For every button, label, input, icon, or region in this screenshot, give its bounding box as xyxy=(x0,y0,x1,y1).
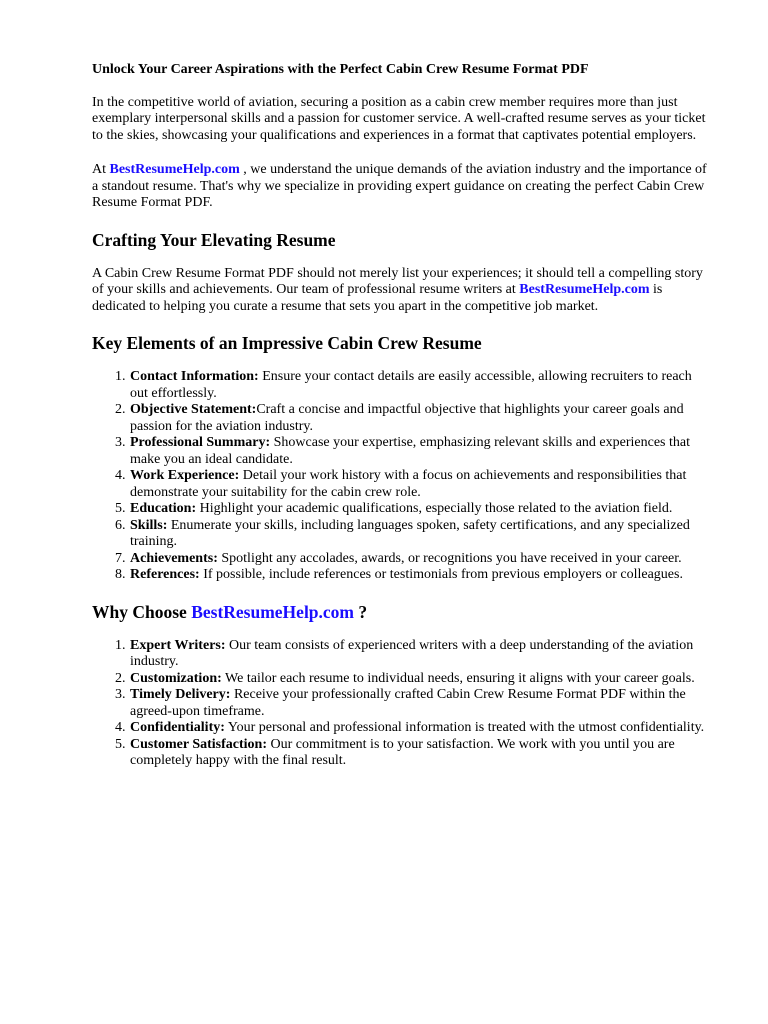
list-item-text: Our team consists of experienced writers with a deep understanding of the aviation industry. xyxy=(130,637,694,669)
list-item-term: Work Experience: xyxy=(130,468,240,483)
list-item-term: Customer Satisfaction: xyxy=(130,736,268,752)
why-choose-suffix: ? xyxy=(354,601,368,622)
list-item-term: Education: xyxy=(130,501,197,516)
list-item-term: References: xyxy=(130,567,200,582)
list-item-text: Detail your work history with a focus on achievements and responsibilities that demonstrate your suitability for the cabin crew role. xyxy=(130,468,687,500)
list-item-text: Receive your professionally crafted Cabin Crew Resume Format PDF within the agreed-upon timeframe. xyxy=(130,687,686,719)
list-item-text: Our commitment is to your satisfaction. We work with you until you are completely happy with the final result. xyxy=(130,736,675,768)
list-item xyxy=(129,435,708,468)
list-item-term: Achievements: xyxy=(130,550,218,566)
list-item-text: If possible, include references or testimonials from previous employers or colleagues. xyxy=(199,567,683,582)
list-item-term: Confidentiality: xyxy=(130,720,225,735)
list-item-term: Skills: xyxy=(130,517,168,533)
why-choose-list xyxy=(92,638,708,770)
key-elements-list xyxy=(92,369,708,584)
list-item xyxy=(129,671,708,688)
list-item xyxy=(129,720,708,737)
list-item-text: Ensure your contact details are easily accessible, allowing recruiters to reach out effortlessly. xyxy=(130,369,692,401)
about-suffix: , we understand the unique demands of the aviation industry and the importance of a standout resume. That's why we specialize in providing expert guidance on creating the perfect Cabin Crew Resume Format PDF. xyxy=(92,162,707,210)
section-heading-why-choose xyxy=(92,602,708,622)
bestresumehelp-link[interactable]: BestResumeHelp.com xyxy=(191,601,355,622)
bestresumehelp-link[interactable]: BestResumeHelp.com xyxy=(109,162,240,177)
list-item-text: We tailor each resume to individual needs, ensuring it aligns with your career goals. xyxy=(221,670,695,686)
bestresumehelp-link[interactable]: BestResumeHelp.com xyxy=(519,282,650,297)
list-item xyxy=(129,737,708,770)
list-item-text: Showcase your expertise, emphasizing relevant skills and experiences that make you an ideal candidate. xyxy=(130,435,690,467)
intro-paragraph: In the competitive world of aviation, securing a position as a cabin crew member requires more than just exemplary interpersonal skills and a passion for customer service. A well-crafted resume serves as your ticket to the skies, showcasing your qualifications and experiences in a format that captivates potential employers. xyxy=(92,94,706,143)
list-item xyxy=(129,551,708,568)
list-item-term: Expert Writers: xyxy=(130,637,226,653)
document-title: Unlock Your Career Aspirations with the Perfect Cabin Crew Resume Format PDF xyxy=(92,62,589,77)
list-item-text: Spotlight any accolades, awards, or recognitions you have received in your career. xyxy=(217,550,682,566)
list-item-term: Objective Statement: xyxy=(130,402,257,417)
list-item-term: Contact Information: xyxy=(130,369,259,384)
list-item xyxy=(129,518,708,551)
crafting-paragraph xyxy=(92,266,708,316)
list-item xyxy=(129,501,708,518)
section-heading-crafting: Crafting Your Elevating Resume xyxy=(92,229,336,250)
list-item xyxy=(129,687,708,720)
list-item-text: Craft a concise and impactful objective that highlights your career goals and passion for the aviation industry. xyxy=(130,402,684,434)
list-item-term: Timely Delivery: xyxy=(130,687,231,702)
list-item xyxy=(129,468,708,501)
why-choose-prefix: Why Choose xyxy=(92,601,192,622)
about-paragraph xyxy=(92,162,708,212)
list-item xyxy=(129,369,708,402)
list-item-text: Your personal and professional information is treated with the utmost confidentiality. xyxy=(224,720,705,735)
section-heading-key-elements: Key Elements of an Impressive Cabin Crew Resume xyxy=(92,333,482,353)
list-item-term: Professional Summary: xyxy=(130,435,271,450)
crafting-suffix: is dedicated to helping you curate a resume that sets you apart in the competitive job market. xyxy=(92,282,663,314)
list-item xyxy=(129,638,708,671)
list-item-text: Highlight your academic qualifications, especially those related to the aviation field. xyxy=(196,501,673,516)
about-prefix: At xyxy=(92,162,110,177)
list-item xyxy=(129,402,708,435)
list-item-text: Enumerate your skills, including languages spoken, safety certifications, and any specialized training. xyxy=(130,517,690,549)
list-item-term: Customization: xyxy=(130,670,222,686)
crafting-prefix: A Cabin Crew Resume Format PDF should not merely list your experiences; it should tell a compelling story of your skills and achievements. Our team of professional resume writers at xyxy=(92,265,703,297)
list-item xyxy=(129,567,708,584)
